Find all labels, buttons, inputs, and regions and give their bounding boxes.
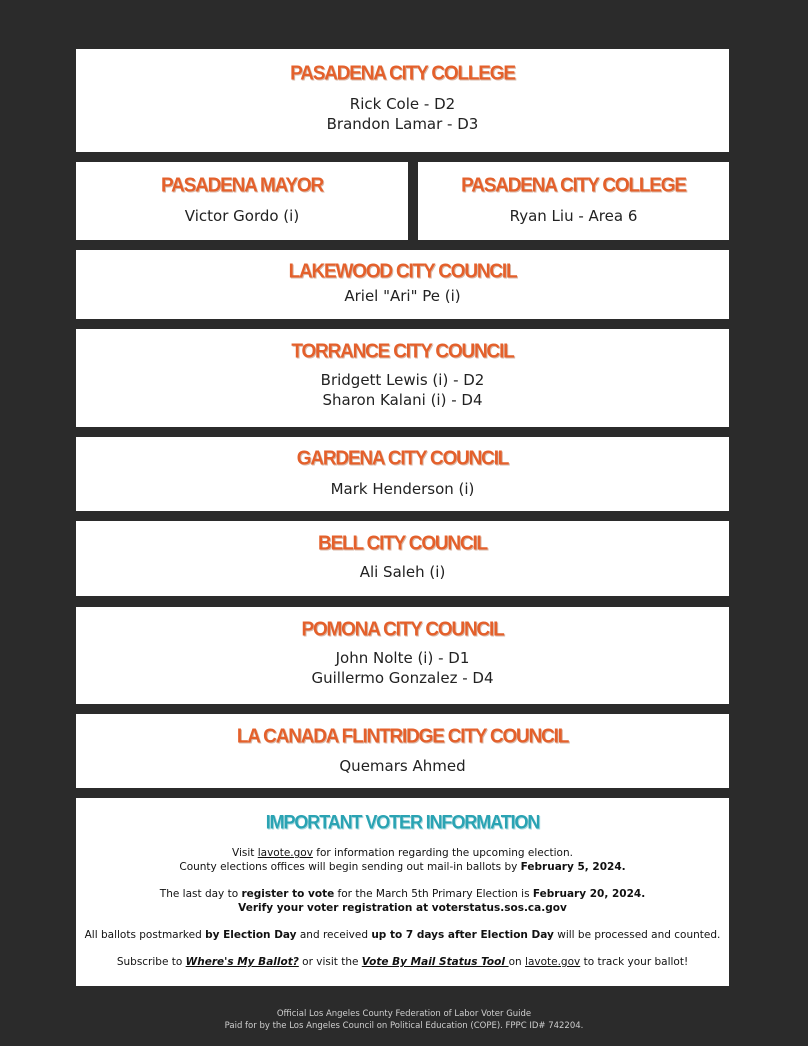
voter-information-title: IMPORTANT VOTER INFORMATION (265, 811, 540, 833)
wheres-my-ballot-link[interactable]: Where's My Ballot? (185, 956, 299, 968)
candidate-name: John Nolte (i) - D1 (335, 649, 470, 667)
section-pasadena-mayor (76, 162, 408, 240)
section-heading: PASADENA CITY COLLEGE (290, 62, 515, 85)
vote-by-mail-status-tool-link[interactable]: Vote By Mail Status Tool (361, 956, 509, 968)
candidate-name: Victor Gordo (i) (184, 207, 300, 225)
candidate-name: Ariel "Ari" Pe (i) (344, 287, 461, 305)
candidate-name: Ryan Liu - Area 6 (509, 207, 638, 225)
section-heading: BELL CITY COUNCIL (318, 532, 487, 555)
section-lakewood-city-council (76, 250, 729, 319)
candidate-name: Mark Henderson (i) (330, 480, 475, 498)
candidate-name: Brandon Lamar - D3 (326, 115, 479, 133)
candidate-name: Rick Cole - D2 (349, 95, 456, 113)
lavote-link-2[interactable]: lavote.gov (525, 956, 581, 968)
section-pasadena-city-college-2 (418, 162, 729, 240)
info-paragraph-mail-ballots: Visit lavote.gov for information regarding the upcoming election. County elections offices will begin sending out mail-in ballots by February 5, 2024. (179, 847, 626, 873)
candidate-name: Bridgett Lewis (i) - D2 (320, 371, 485, 389)
section-bell-city-council (76, 521, 729, 596)
section-torrance-city-council (76, 329, 729, 427)
section-heading: LAKEWOOD CITY COUNCIL (288, 260, 517, 283)
section-heading: PASADENA MAYOR (161, 174, 323, 197)
footer-line-2: Paid for by the Los Angeles Council on Political Education (COPE). FPPC ID# 742204. (224, 1021, 584, 1031)
voter-information-box (76, 798, 729, 986)
lavote-link[interactable]: lavote.gov (257, 847, 313, 859)
section-la-canada-flintridge-city-council (76, 714, 729, 788)
section-heading: GARDENA CITY COUNCIL (296, 447, 509, 470)
candidate-name: Guillermo Gonzalez - D4 (311, 669, 494, 687)
info-paragraph-postmark: All ballots postmarked by Election Day and received up to 7 days after Election Day will be processed and counted. (84, 929, 721, 941)
candidate-name: Sharon Kalani (i) - D4 (322, 391, 483, 409)
section-heading: LA CANADA FLINTRIDGE CITY COUNCIL (236, 725, 569, 748)
section-pomona-city-council (76, 607, 729, 704)
section-heading: PASADENA CITY COLLEGE (461, 174, 686, 197)
candidate-name: Ali Saleh (i) (359, 563, 446, 581)
candidate-name: Quemars Ahmed (339, 757, 466, 775)
info-paragraph-track-ballot: Subscribe to Where's My Ballot? or visit the Vote By Mail Status Tool on lavote.gov to track your ballot! (116, 956, 689, 968)
section-heading: TORRANCE CITY COUNCIL (291, 340, 514, 363)
section-gardena-city-council (76, 437, 729, 511)
footer-line-1: Official Los Angeles County Federation of Labor Voter Guide (276, 1009, 532, 1019)
section-pasadena-city-college-1 (76, 49, 729, 152)
section-heading: POMONA CITY COUNCIL (301, 618, 504, 641)
info-paragraph-registration: The last day to register to vote for the March 5th Primary Election is February 20, 2024. Verify your voter registration at voterstatus.sos.ca.gov (159, 888, 646, 914)
